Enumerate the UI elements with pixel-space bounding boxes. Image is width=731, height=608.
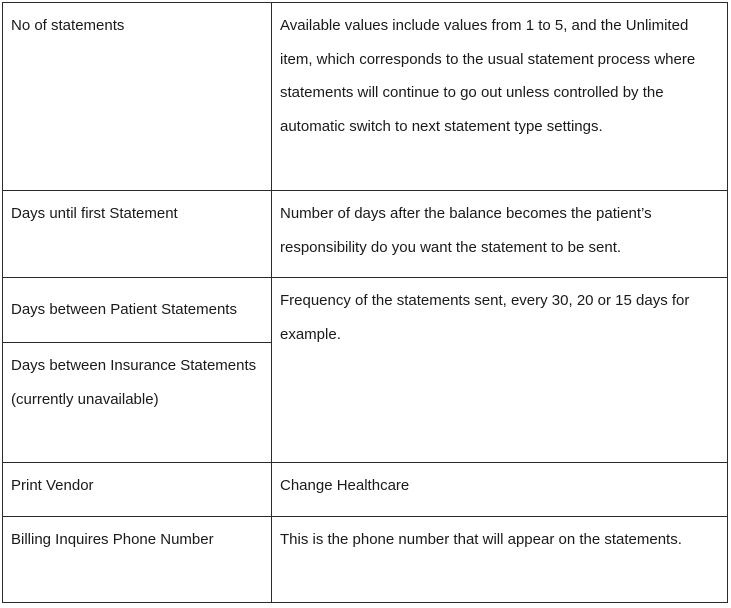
setting-description: Frequency of the statements sent, every 30, 20 or 15 days for example. [272, 278, 728, 463]
setting-description: Change Healthcare [272, 463, 728, 517]
table-row [3, 463, 728, 517]
setting-label: Days between Patient Statements [3, 278, 272, 343]
setting-label: No of statements [3, 3, 272, 191]
setting-description: Number of days after the balance becomes the patient’s responsibility do you want the statement to be sent. [272, 191, 728, 278]
table-row [3, 3, 728, 191]
setting-label: Days until first Statement [3, 191, 272, 278]
setting-label: Days between Insurance Statements (currently unavailable) [3, 343, 272, 463]
settings-table [2, 2, 728, 603]
setting-label: Billing Inquires Phone Number [3, 517, 272, 603]
setting-description: Available values include values from 1 to 5, and the Unlimited item, which corresponds to the usual statement process where statements will continue to go out unless controlled by the automatic switch to next statement type settings. [272, 3, 728, 191]
table-row [3, 517, 728, 603]
setting-label: Print Vendor [3, 463, 272, 517]
table-row [3, 278, 728, 343]
table-row [3, 191, 728, 278]
setting-description: This is the phone number that will appear on the statements. [272, 517, 728, 603]
